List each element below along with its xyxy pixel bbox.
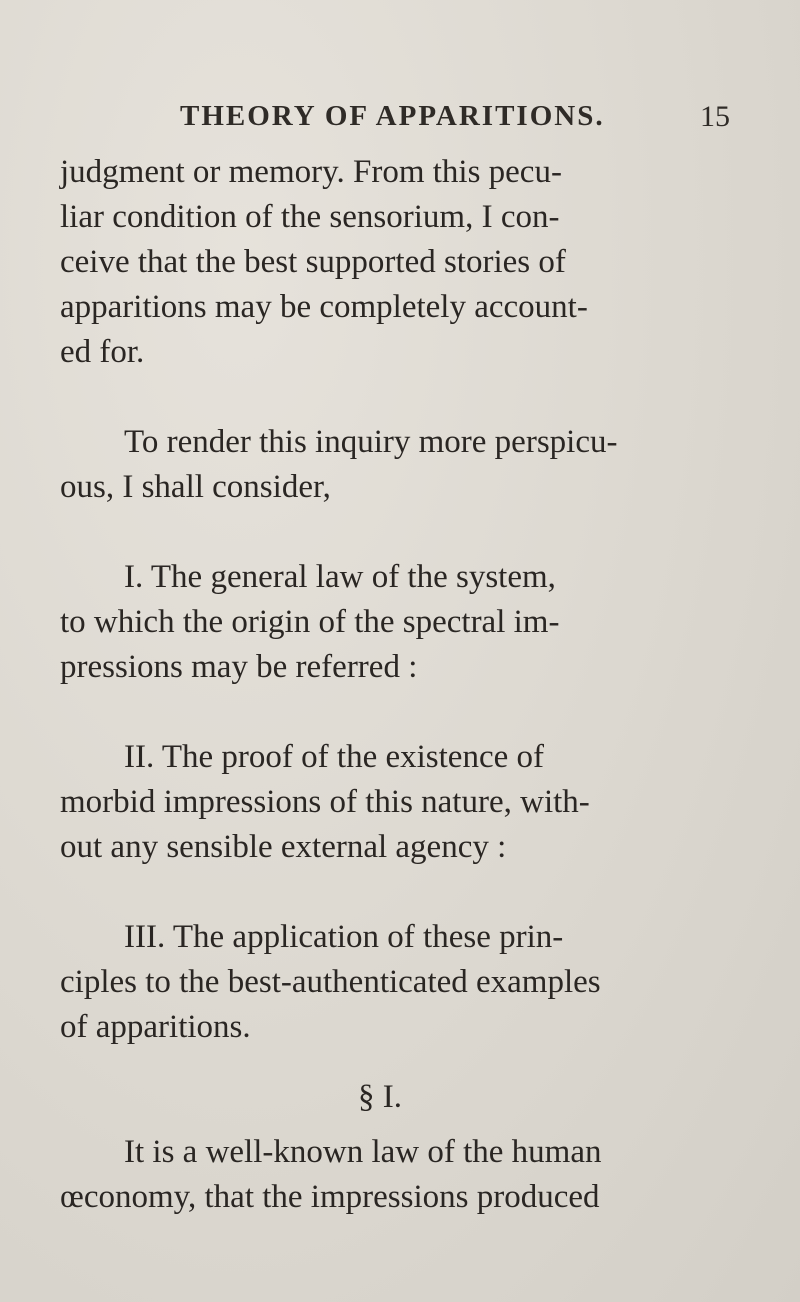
body-text (60, 150, 740, 1220)
text-line: It is a well-known law of the human (124, 1134, 602, 1170)
text-line: III. The application of these prin- (124, 919, 564, 955)
paragraph-6 (60, 1130, 740, 1220)
paragraph-4 (60, 735, 740, 870)
text-line: of apparitions. (60, 1009, 251, 1045)
text-line: II. The proof of the existence of (124, 739, 544, 775)
text-line: I. The general law of the system, (124, 559, 556, 595)
text-line: pressions may be referred : (60, 649, 418, 685)
section-heading: § I. (358, 1079, 402, 1115)
text-line: ed for. (60, 334, 145, 370)
text-line: to which the origin of the spectral im- (60, 604, 560, 640)
running-title: THEORY OF APPARITIONS. (180, 100, 605, 132)
text-line: ciples to the best-authenticated examples (60, 964, 601, 1000)
text-line: apparitions may be completely account- (60, 289, 588, 325)
text-line: ous, I shall consider, (60, 469, 331, 505)
paragraph-2 (60, 420, 740, 510)
text-line: ceive that the best supported stories of (60, 244, 566, 280)
text-line: out any sensible external agency : (60, 829, 507, 865)
text-line: judgment or memory. From this pecu- (60, 154, 562, 190)
paragraph-3 (60, 555, 740, 690)
text-line: liar condition of the sensorium, I con- (60, 199, 560, 235)
paragraph-1 (60, 150, 740, 375)
text-line: morbid impressions of this nature, with- (60, 784, 590, 820)
text-line: To render this inquiry more perspicu- (124, 424, 618, 460)
page-header (170, 100, 730, 140)
page-number: 15 (700, 100, 730, 133)
paragraph-5 (60, 915, 740, 1050)
text-line: œconomy, that the impressions produced (60, 1179, 600, 1215)
